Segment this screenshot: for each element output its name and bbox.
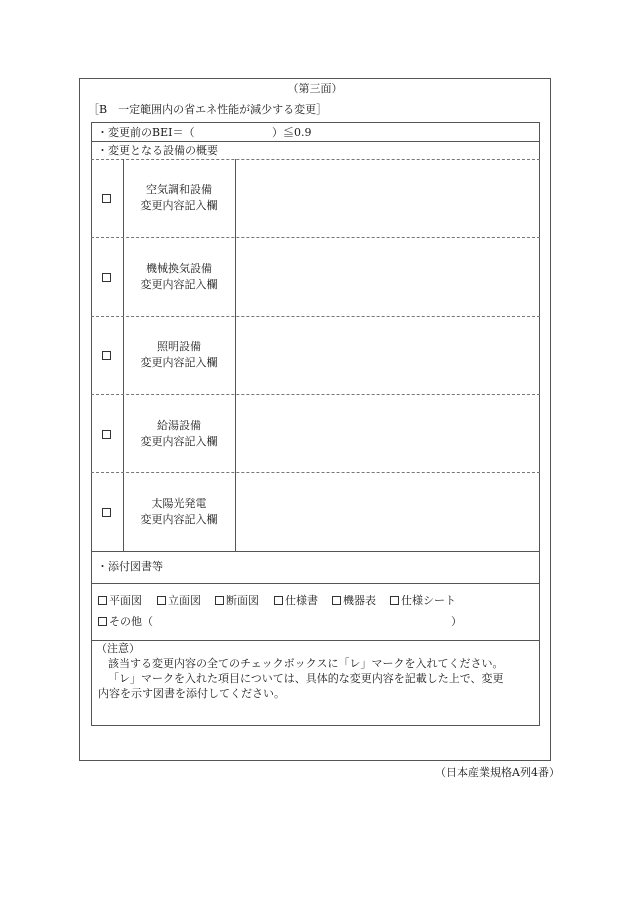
row-divider [91, 316, 540, 317]
change-details-field-lighting[interactable] [237, 318, 538, 392]
row-divider [91, 394, 540, 395]
notes-heading: （注意） [96, 642, 140, 655]
divider [91, 159, 540, 160]
page-label: （第三面） [287, 82, 343, 95]
change-details-field-solar-power[interactable] [237, 474, 538, 549]
divider [91, 551, 540, 552]
equipment-label [123, 261, 235, 293]
row-divider [91, 472, 540, 473]
change-details-field-air-conditioning[interactable] [237, 161, 538, 235]
checkbox-icon [98, 617, 107, 626]
equipment-field-label: 変更内容記入欄 [140, 513, 218, 526]
equipment-field-label: 変更内容記入欄 [140, 278, 218, 291]
checkbox-icon [274, 596, 283, 605]
notes-line: 「レ」マークを入れた項目については、具体的な変更内容を記載した上で、変更 [108, 672, 504, 685]
bei-prefix: ・変更前のBEI＝（ [97, 126, 195, 139]
equipment-name: 太陽光発電 [151, 497, 207, 510]
equipment-label [123, 418, 235, 450]
equipment-field-label: 変更内容記入欄 [140, 435, 218, 448]
attachment-label: 立面図 [168, 594, 201, 607]
change-details-field-mechanical-ventilation[interactable] [237, 239, 538, 314]
attachment-label: 断面図 [226, 594, 259, 607]
checkbox-lighting[interactable] [102, 351, 111, 360]
equipment-name: 給湯設備 [157, 419, 201, 432]
checkbox-solar-power[interactable] [102, 508, 111, 517]
equipment-field-label: 変更内容記入欄 [140, 199, 218, 212]
change-details-field-hot-water[interactable] [237, 396, 538, 470]
attachment-label: 平面図 [109, 594, 142, 607]
equipment-name: 機械換気設備 [146, 262, 212, 275]
attachment-spec-sheet[interactable] [390, 594, 456, 608]
attachment-equipment-list[interactable] [332, 594, 376, 608]
checkbox-icon [332, 596, 341, 605]
bei-value-field[interactable] [188, 126, 270, 140]
equipment-name: 照明設備 [157, 340, 201, 353]
section-title: ［B 一定範囲内の省エネ性能が減少する変更］ [88, 103, 328, 116]
attachment-other[interactable] [98, 615, 153, 629]
notes-line: 該当する変更内容の全てのチェックボックスに「レ」マークを入れてください。 [108, 657, 504, 670]
notes-line: 内容を示す図書を添付してください。 [98, 687, 285, 700]
checkbox-icon [215, 596, 224, 605]
footer-standard: （日本産業規格A列4番） [435, 766, 560, 779]
attachment-label: 機器表 [343, 594, 376, 607]
bei-suffix: ）≦0.9 [272, 126, 312, 139]
checkbox-icon [98, 596, 107, 605]
attachment-other-field[interactable] [152, 615, 450, 629]
attachment-section[interactable] [215, 594, 259, 608]
attachments-header: ・添付図書等 [97, 560, 163, 573]
attachment-other-suffix: ） [451, 615, 462, 628]
divider [91, 141, 540, 142]
attachment-other-prefix: その他（ [109, 615, 153, 628]
equipment-label [123, 339, 235, 371]
equipment-field-label: 変更内容記入欄 [140, 356, 218, 369]
column-divider [235, 159, 236, 551]
row-divider [91, 237, 540, 238]
attachment-specification[interactable] [274, 594, 318, 608]
checkbox-icon [390, 596, 399, 605]
attachment-floor-plan[interactable] [98, 594, 142, 608]
checkbox-air-conditioning[interactable] [102, 194, 111, 203]
attachment-label: 仕様シート [401, 594, 456, 607]
divider [91, 583, 540, 584]
equipment-label [123, 182, 235, 214]
attachment-elevation[interactable] [157, 594, 201, 608]
attachment-label: 仕様書 [285, 594, 318, 607]
equipment-header: ・変更となる設備の概要 [97, 144, 218, 157]
equipment-label [123, 496, 235, 528]
checkbox-hot-water[interactable] [102, 430, 111, 439]
checkbox-mechanical-ventilation[interactable] [102, 273, 111, 282]
checkbox-icon [157, 596, 166, 605]
equipment-name: 空気調和設備 [146, 183, 212, 196]
divider [91, 640, 540, 641]
